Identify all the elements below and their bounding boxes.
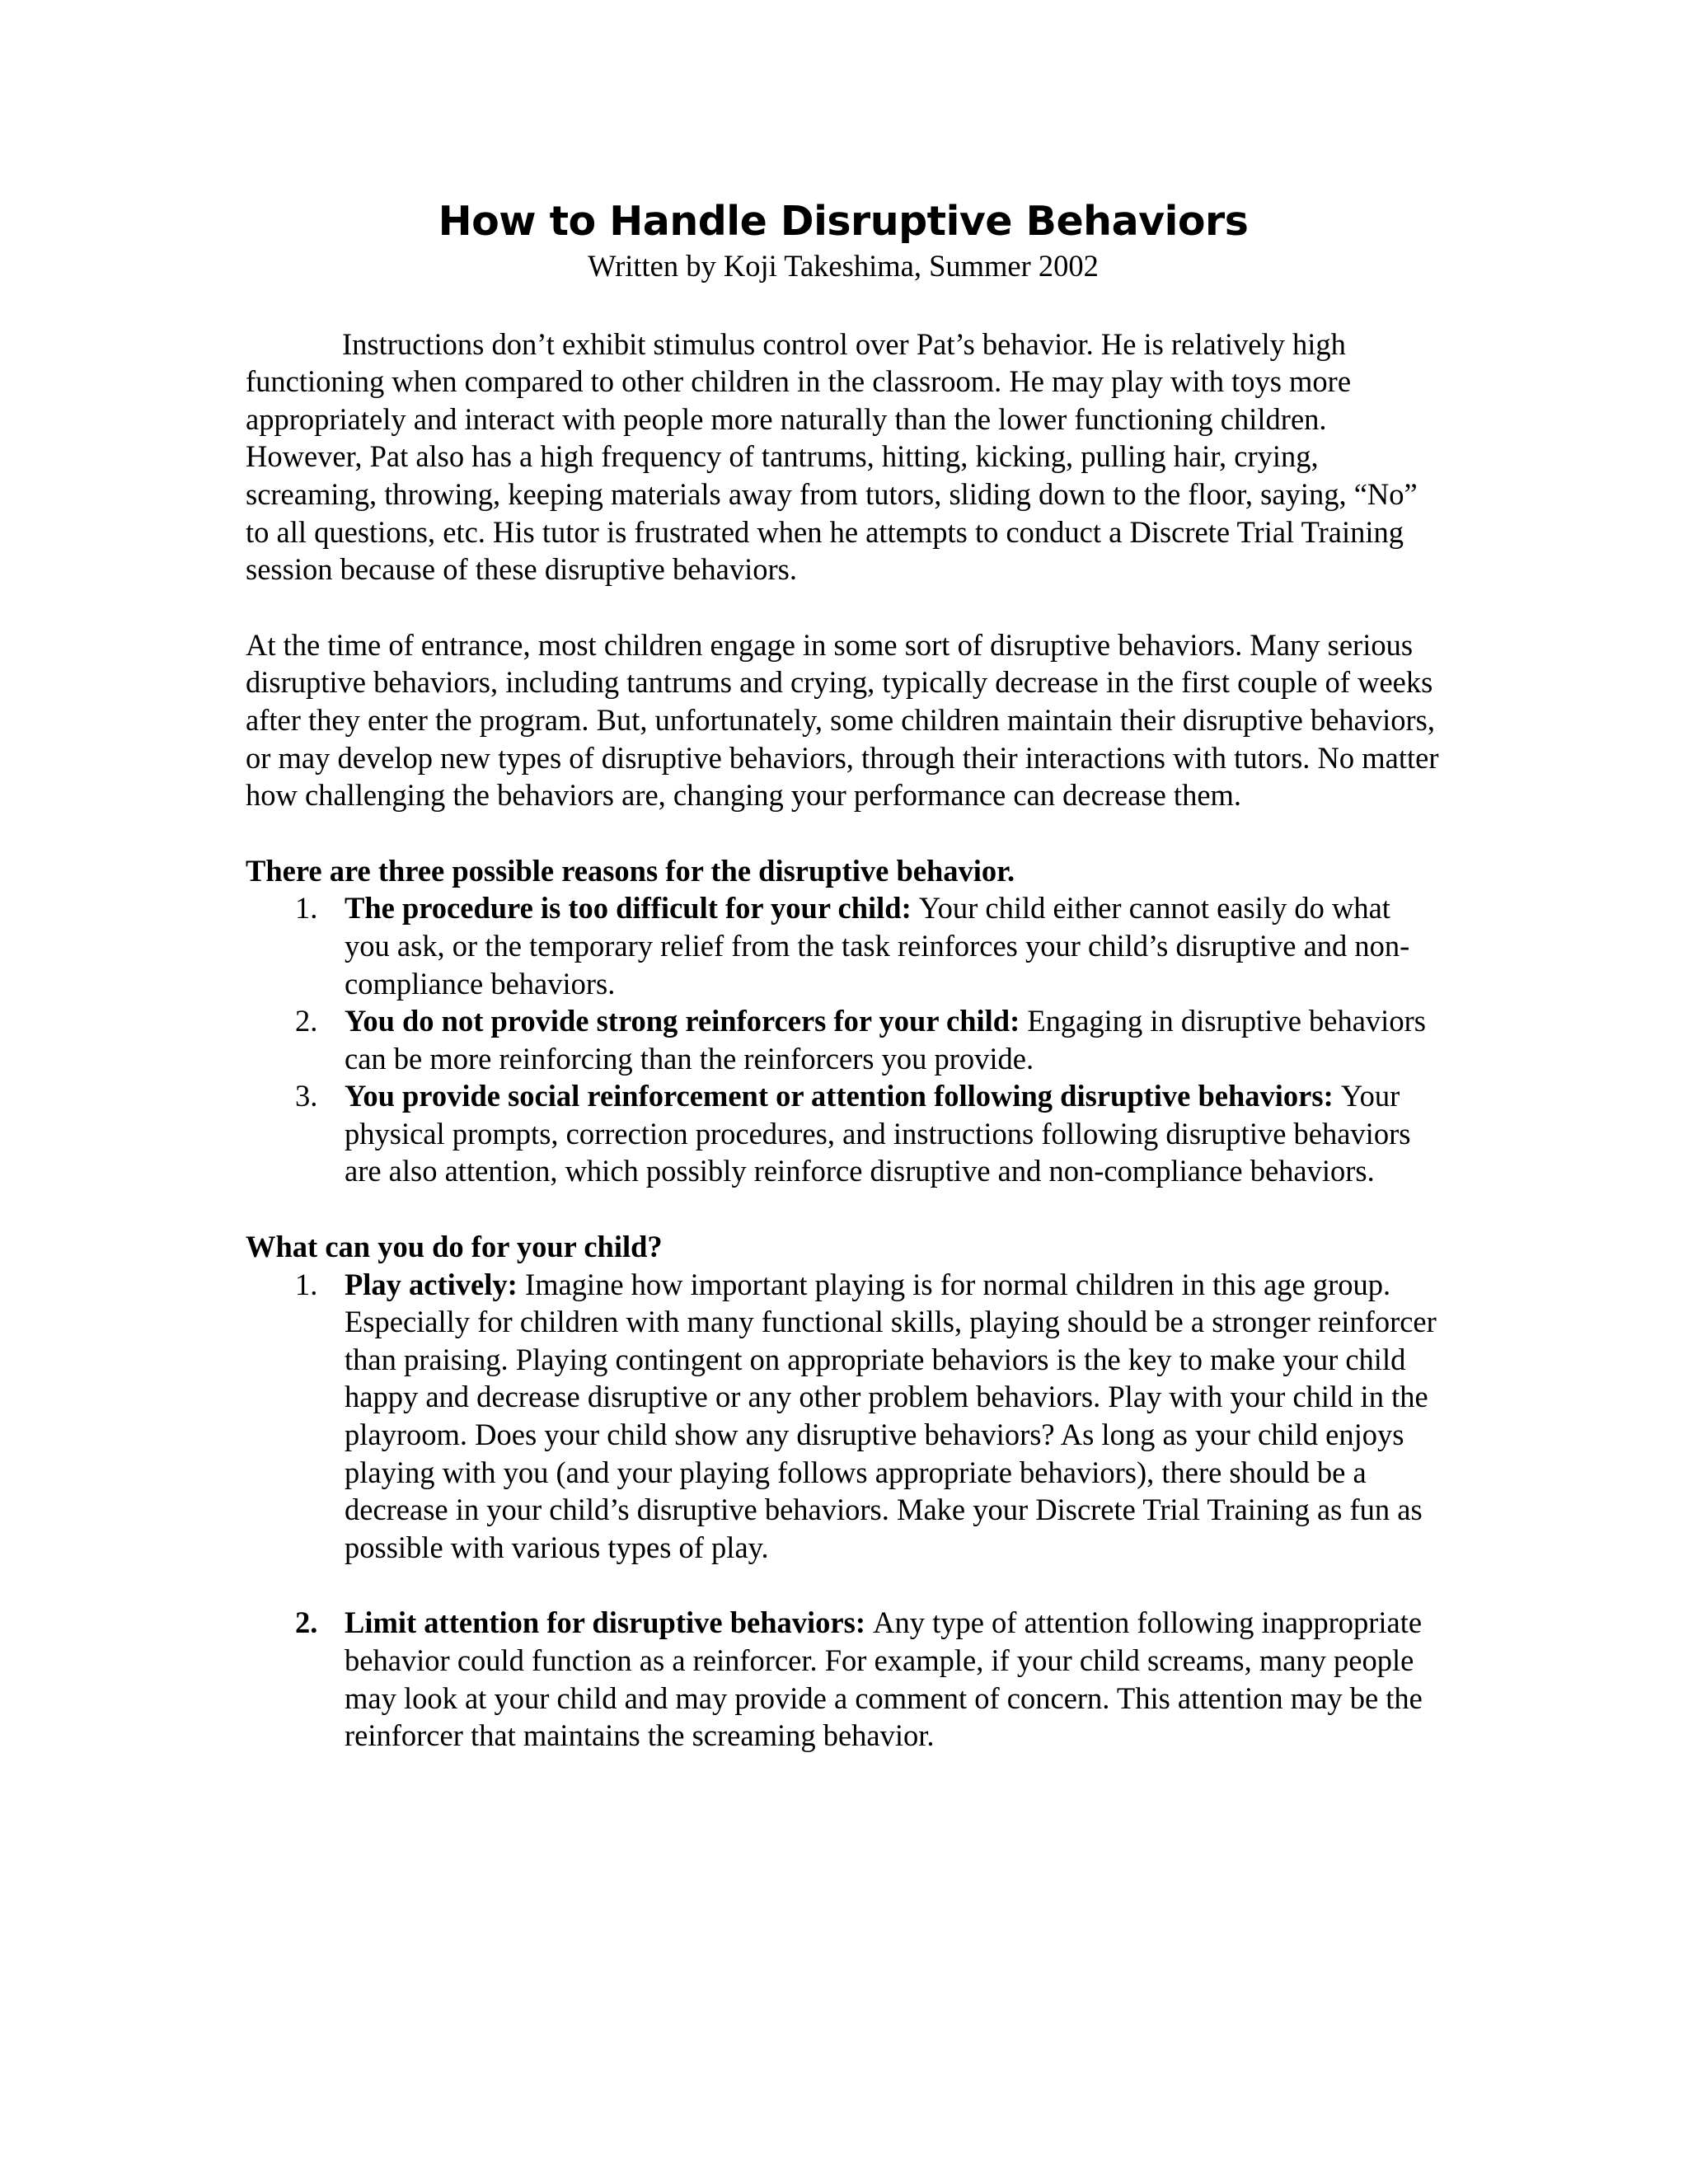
action-item: [246, 1604, 1441, 1754]
intro-paragraph: Instructions don’t exhibit stimulus control over Pat’s behavior. He is relatively high functioning when compared to other children in the classroom. He may play with toys more appropriately and interact with people more naturally than the lower functioning children. However, Pat also has a high frequency of tantrums, hitting, kicking, pulling hair, crying, screaming, throwing, keeping materials away from tutors, sliding down to the floor, saying, “No” to all questions, etc. His tutor is frustrated when he attempts to conduct a Discrete Trial Training session because of these disruptive behaviors.: [246, 326, 1418, 587]
context-paragraph: At the time of entrance, most children engage in some sort of disruptive behaviors. Many serious disruptive behaviors, including tantrums and crying, typically decrease in the first couple of weeks after they enter the program. But, unfortunately, some children maintain their disruptive behaviors, or may develop new types of disruptive behaviors, through their interactions with tutors. No matter how challenging the behaviors are, changing your performance can decrease them.: [246, 627, 1439, 813]
reason-text: Engaging in disruptive behaviors can be more reinforcing than the reinforcers you provide.: [345, 1004, 1426, 1076]
reason-text: Your child either cannot easily do what you ask, or the temporary relief from the task reinforces your child’s disruptive and non-compliance behaviors.: [345, 891, 1410, 1001]
action-lead: Limit attention for disruptive behaviors:: [345, 1605, 874, 1640]
reason-number: 2.: [295, 1004, 318, 1038]
document-byline: Written by Koji Takeshima, Summer 2002: [588, 249, 1099, 283]
action-text: Any type of attention following inappropriate behavior could function as a reinforcer. For example, if your child screams, many people may look at your child and may provide a comment of concern. This attention may be the reinforcer that maintains the screaming behavior.: [345, 1605, 1423, 1753]
document-title: How to Handle Disruptive Behaviors: [438, 198, 1249, 245]
reasons-heading: There are three possible reasons for the disruptive behavior.: [246, 853, 1015, 888]
reason-item: [246, 1077, 1441, 1190]
reason-number: 1.: [295, 891, 318, 926]
reason-lead: You provide social reinforcement or attention following disruptive behaviors:: [345, 1079, 1341, 1113]
reason-lead: The procedure is too difficult for your child:: [345, 891, 919, 926]
action-lead: Play actively:: [345, 1267, 525, 1301]
actions-list: [246, 1266, 1441, 1755]
action-text: Imagine how important playing is for normal children in this age group. Especially for children with many functional skills, playing should be a stronger reinforcer than praising. Playing contingent on appropriate behaviors is the key to make your child happy and decrease disruptive or any other problem behaviors. Play with your child in the playroom. Does your child show any disruptive behaviors? As long as your child enjoys playing with you (and your playing follows appropriate behaviors), there should be a decrease in your child’s disruptive behaviors. Make your Discrete Trial Training as fun as possible with various types of play.: [345, 1267, 1437, 1564]
reason-lead: You do not provide strong reinforcers for your child:: [345, 1004, 1028, 1038]
reason-text: Your physical prompts, correction procedures, and instructions following disruptive behaviors are also attention, which possibly reinforce disruptive and non-compliance behaviors.: [345, 1079, 1411, 1188]
document-page: [246, 196, 1441, 1755]
action-item: [246, 1266, 1441, 1567]
actions-heading: What can you do for your child?: [246, 1230, 663, 1264]
reason-item: [246, 889, 1441, 1002]
reasons-list: [246, 889, 1441, 1190]
action-number: 1.: [295, 1267, 318, 1301]
reason-number: 3.: [295, 1079, 318, 1113]
reason-item: [246, 1002, 1441, 1077]
action-number: 2.: [295, 1605, 318, 1640]
